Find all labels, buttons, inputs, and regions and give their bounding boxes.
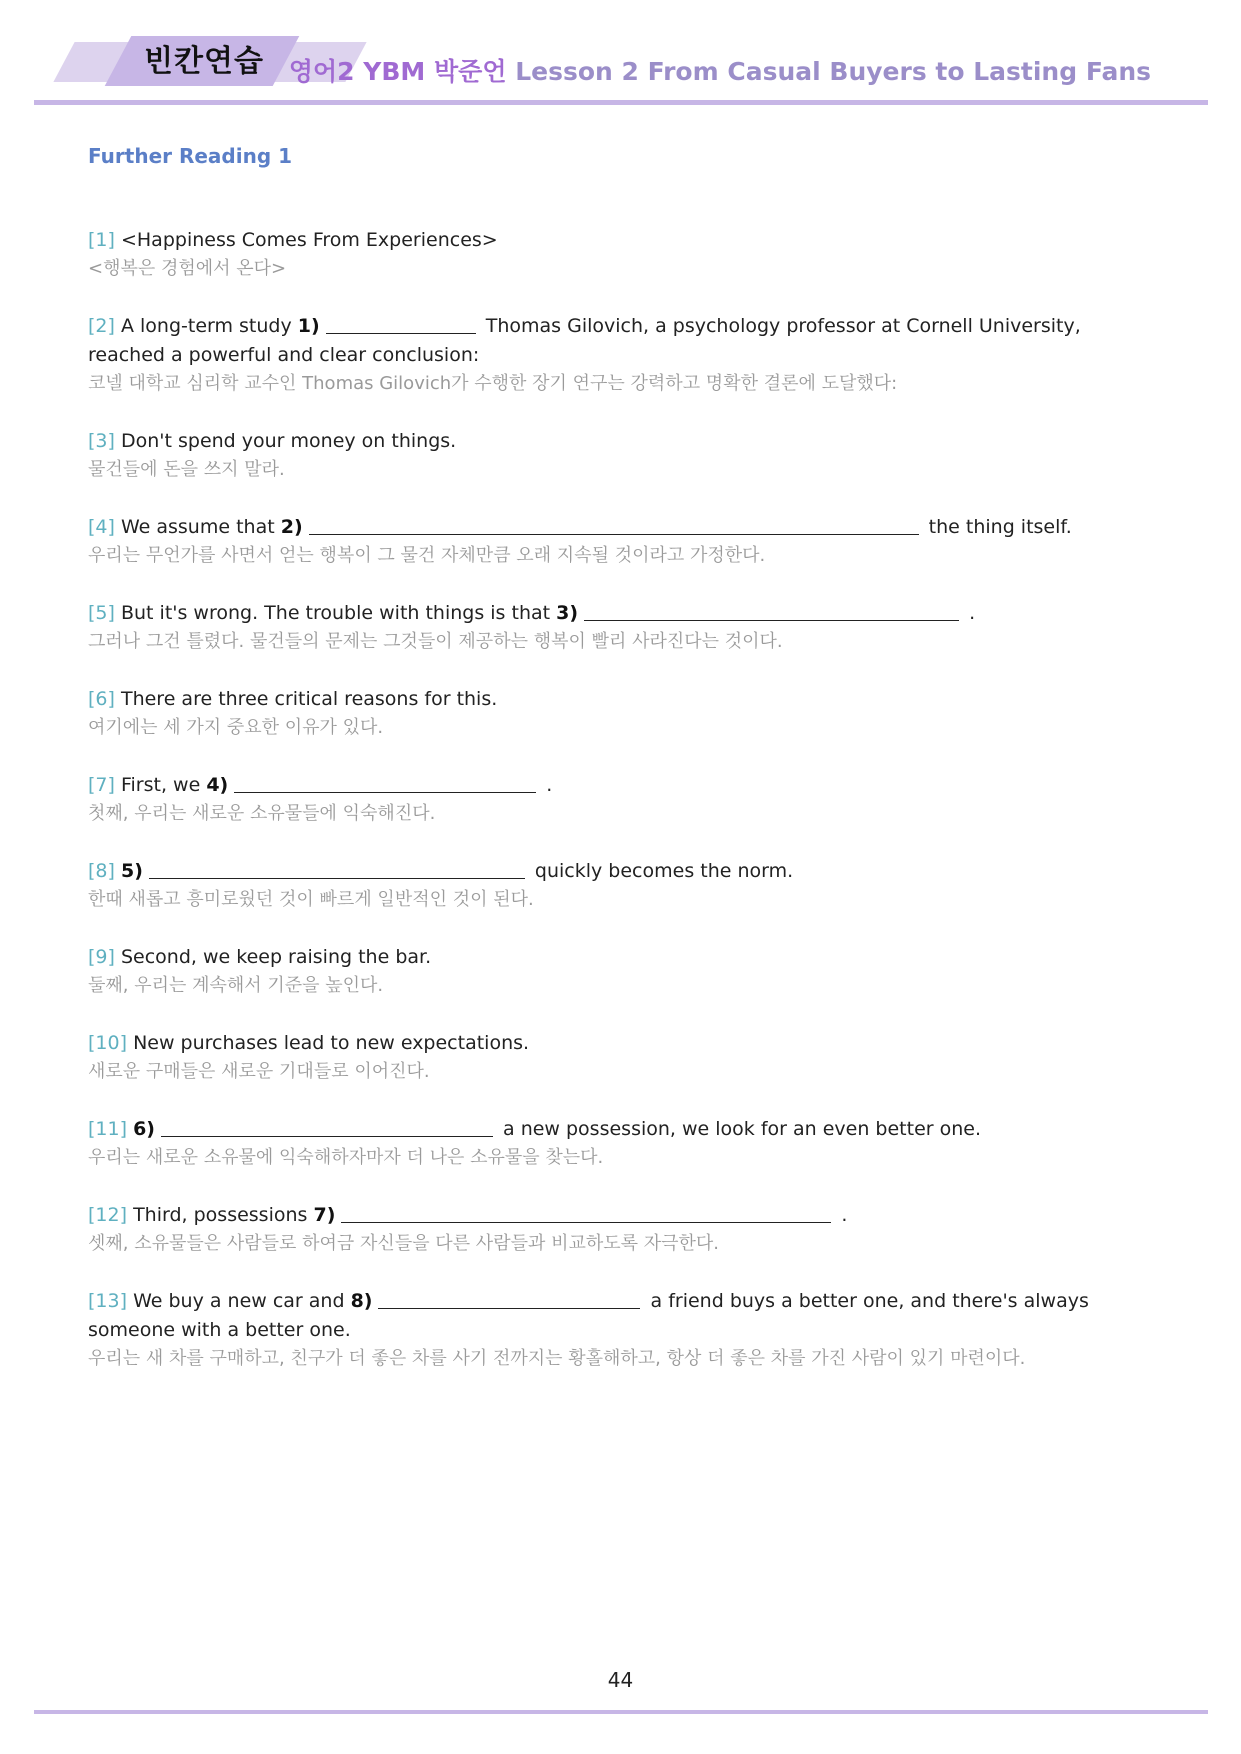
korean-translation: 우리는 무언가를 사면서 얻는 행복이 그 물건 자체만큼 오래 지속될 것이라고 가정한다. [88,545,766,566]
sentence-text: . [835,1204,848,1226]
exercise-item [88,857,1148,914]
sentence-text: the thing itself. [922,516,1072,538]
english-sentence [88,1201,1148,1230]
english-sentence [88,1115,1148,1144]
english-sentence [88,427,1148,456]
sentence-number: [9] [88,946,115,968]
sentence-number: [4] [88,516,115,538]
english-sentence [88,1029,1148,1058]
sentence-number: [6] [88,688,115,710]
sentence-number: [13] [88,1290,128,1312]
sentence-text: There are three critical reasons for this. [120,688,498,710]
sentence-text: But it's wrong. The trouble with things is that [120,602,557,624]
blank-number: 4) [206,774,229,796]
blank-number: 5) [120,860,143,882]
korean-translation: <행복은 경험에서 온다> [88,258,287,279]
korean-translation: 한때 새롭고 흥미로웠던 것이 빠르게 일반적인 것이 된다. [88,889,534,910]
sentence-text: We assume that [120,516,281,538]
sentence-number: [5] [88,602,115,624]
page-number: 44 [607,1668,634,1692]
blank-number: 8) [350,1290,373,1312]
english-sentence [88,943,1148,972]
sentence-text: a new possession, we look for an even better one. [496,1118,982,1140]
english-sentence [88,513,1148,542]
answer-blank[interactable] [341,1204,831,1223]
sentence-text: Second, we keep raising the bar. [120,946,432,968]
exercise-list [88,226,1148,1402]
header-title-course: 영어2 YBM 박준언 [288,57,507,86]
sentence-text: . [540,774,553,796]
exercise-item [88,513,1148,570]
answer-blank[interactable] [378,1290,640,1309]
sentence-text: . [963,602,976,624]
sentence-text: Thomas Gilovich, a psychology professor at Cornell University, reached a powerful and clear conclusion: [88,315,1081,366]
english-sentence [88,685,1148,714]
blank-number: 3) [556,602,579,624]
sentence-number: [1] [88,229,115,251]
sentence-text: First, we [120,774,207,796]
answer-blank[interactable] [234,774,536,793]
korean-translation: 첫째, 우리는 새로운 소유물들에 익숙해진다. [88,803,436,824]
sentence-text: a friend buys a better one, and there's always someone with a better one. [88,1290,1089,1341]
sentence-number: [7] [88,774,115,796]
header-title-lesson: Lesson 2 From Casual Buyers to Lasting Fans [515,57,1151,86]
exercise-item [88,685,1148,742]
blank-number: 7) [313,1204,336,1226]
sentence-text: <Happiness Comes From Experiences> [120,229,498,251]
korean-translation: 셋째, 소유물들은 사람들로 하여금 자신들을 다른 사람들과 비교하도록 자극한다. [88,1233,720,1254]
blank-number: 1) [297,315,320,337]
sentence-text: quickly becomes the norm. [528,860,794,882]
korean-translation: 여기에는 세 가지 중요한 이유가 있다. [88,717,384,738]
answer-blank[interactable] [326,315,476,334]
sentence-number: [12] [88,1204,128,1226]
korean-translation: 그러나 그건 틀렸다. 물건들의 문제는 그것들이 제공하는 행복이 빨리 사라진다는 것이다. [88,631,783,652]
english-sentence [88,226,1148,255]
exercise-item [88,1287,1148,1373]
header-title [289,52,1151,88]
sentence-number: [11] [88,1118,128,1140]
footer-divider [34,1710,1208,1714]
header-divider [34,100,1208,105]
english-sentence [88,312,1148,370]
exercise-item [88,427,1148,484]
page-header [0,0,1241,110]
answer-blank[interactable] [584,602,959,621]
exercise-item [88,599,1148,656]
sentence-number: [8] [88,860,115,882]
english-sentence [88,1287,1148,1345]
answer-blank[interactable] [309,516,919,535]
sentence-number: [2] [88,315,115,337]
exercise-item [88,1201,1148,1258]
exercise-item [88,1029,1148,1086]
korean-translation: 둘째, 우리는 계속해서 기준을 높인다. [88,975,384,996]
exercise-item [88,771,1148,828]
exercise-item [88,1115,1148,1172]
section-title: Further Reading 1 [88,144,293,168]
sentence-text: Don't spend your money on things. [120,430,457,452]
blank-number: 6) [133,1118,155,1140]
sentence-text: Third, possessions [133,1204,314,1226]
blank-number: 2) [280,516,303,538]
exercise-item [88,226,1148,283]
english-sentence [88,771,1148,800]
sentence-text: New purchases lead to new expectations. [133,1032,530,1054]
sentence-number: [10] [88,1032,128,1054]
korean-translation: 물건들에 돈을 쓰지 말라. [88,459,285,480]
english-sentence [88,599,1148,628]
english-sentence [88,857,1148,886]
sentence-number: [3] [88,430,115,452]
sentence-text: We buy a new car and [133,1290,351,1312]
exercise-item [88,312,1148,398]
korean-translation: 우리는 새 차를 구매하고, 친구가 더 좋은 차를 사기 전까지는 황홀해하고, 항상 더 좋은 차를 가진 사람이 있기 마련이다. [88,1348,1026,1369]
answer-blank[interactable] [161,1118,493,1137]
exercise-item [88,943,1148,1000]
korean-translation: 새로운 구매들은 새로운 기대들로 이어진다. [88,1061,430,1082]
sentence-text: A long-term study [120,315,298,337]
korean-translation: 코넬 대학교 심리학 교수인 Thomas Gilovich가 수행한 장기 연구는 강력하고 명확한 결론에 도달했다: [88,373,898,394]
answer-blank[interactable] [149,860,525,879]
badge-label: 빈칸연습 [144,44,264,79]
korean-translation: 우리는 새로운 소유물에 익숙해하자마자 더 나은 소유물을 찾는다. [88,1147,604,1168]
